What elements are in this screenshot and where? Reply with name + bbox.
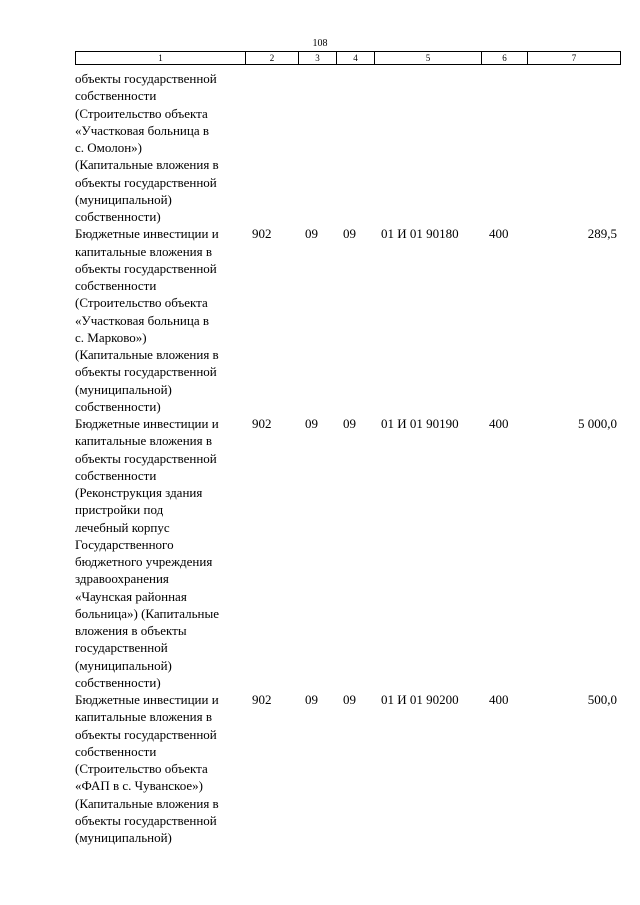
target-article-code: 01 И 01 90190 (381, 416, 459, 431)
expense-type-code: 400 (489, 226, 509, 242)
section-code: 09 (305, 226, 318, 242)
amount: 289,5 (587, 226, 617, 242)
section-code: 09 (305, 416, 318, 431)
ministry-code: 902 (252, 692, 272, 707)
table-row (75, 225, 620, 415)
target-article-code: 01 И 01 90180 (381, 226, 459, 242)
table-row (75, 691, 620, 846)
amount: 5 000,0 (578, 416, 617, 431)
amount: 500,0 (587, 692, 617, 707)
ministry-code: 902 (252, 416, 272, 431)
expense-type-code: 400 (489, 692, 509, 707)
section-code: 09 (305, 692, 318, 707)
row-description: Бюджетные инвестиции и капитальные вложения в объекты государственной собственности (Реконструкция здания пристройки под лечебный корпус Государственного бюджетного учреждения здравоохранения «Чаунская районная больница») (Капитальные вложения в объекты государственной (муниципальной) собственности) (75, 416, 220, 690)
column-header-2: 2 (246, 52, 299, 65)
column-header-1: 1 (76, 52, 246, 65)
table-row (75, 415, 620, 691)
row-description: Бюджетные инвестиции и капитальные вложения в объекты государственной собственности (Строительство объекта «Участковая больница в с. Марково») (Капитальные вложения в объекты государственной (муниципальной) собственности) (75, 226, 219, 414)
row-description: объекты государственной собственности (Строительство объекта «Участковая больница в с. Омолон») (Капитальные вложения в объекты государственной (муниципальной) собственности) (75, 71, 219, 224)
target-article-code: 01 И 01 90200 (381, 692, 459, 707)
subsection-code: 09 (343, 692, 356, 707)
column-header-7: 7 (528, 52, 621, 65)
ministry-code: 902 (252, 226, 272, 242)
subsection-code: 09 (343, 226, 356, 242)
table-row (75, 70, 620, 225)
expense-type-code: 400 (489, 416, 509, 431)
subsection-code: 09 (343, 416, 356, 431)
row-description: Бюджетные инвестиции и капитальные вложения в объекты государственной собственности (Строительство объекта «ФАП в с. Чуванское») (Капитальные вложения в объекты государственной (муниципальной) (75, 692, 219, 845)
budget-table-body (75, 70, 620, 846)
column-header-3: 3 (299, 52, 337, 65)
column-header-row (76, 52, 621, 65)
column-header-6: 6 (482, 52, 528, 65)
column-header-4: 4 (337, 52, 375, 65)
column-header-5: 5 (375, 52, 482, 65)
column-header-table (75, 51, 621, 65)
page-number: 108 (312, 38, 328, 49)
